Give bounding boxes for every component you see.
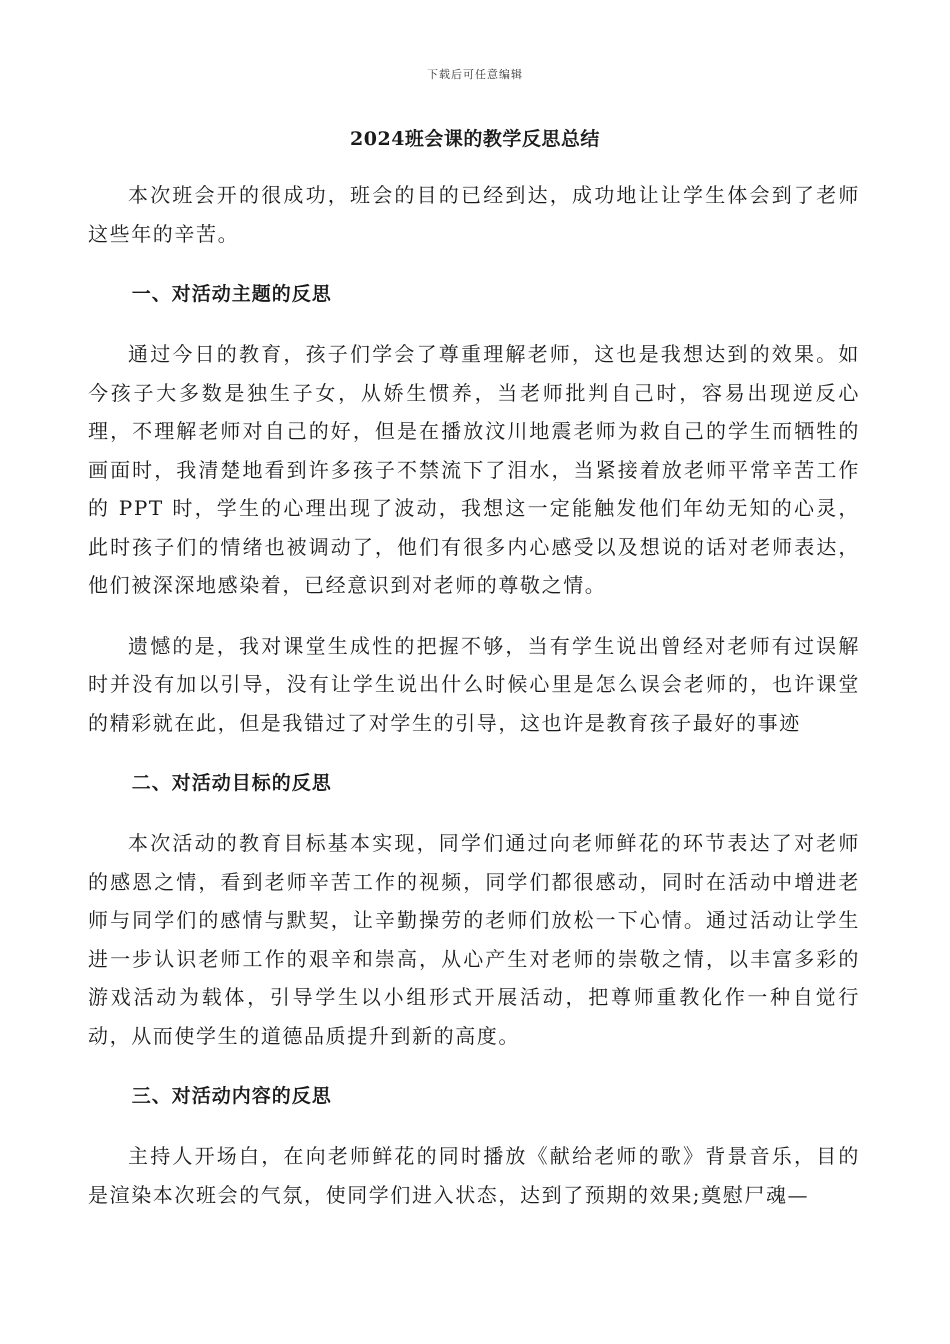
document-title: 2024班会课的教学反思总结 [350, 128, 600, 150]
section-2-heading: 二、对活动目标的反思 [131, 772, 332, 794]
section-2-paragraph-1: 本次活动的教育目标基本实现，同学们通过向老师鲜花的环节表达了对老师的感恩之情，看到老师辛苦工作的视频，同学们都很感动，同时在活动中增进老师与同学们的感情与默契，让辛勤操劳的老师们放松一下心情。通过活动让学生进一步认识老师工作的艰辛和崇高，从心产生对老师的崇敬之情，以丰富多彩的游戏活动为载体，引导学生以小组形式开展活动，把尊师重教化作一种自觉行动，从而使学生的道德品质提升到新的高度。 [88, 831, 860, 1048]
intro-paragraph: 本次班会开的很成功，班会的目的已经到达，成功地让让学生体会到了老师这些年的辛苦。 [88, 183, 860, 246]
section-1-paragraph-1: 通过今日的教育，孩子们学会了尊重理解老师，这也是我想达到的效果。如今孩子大多数是独生子女，从娇生惯养，当老师批判自己时，容易出现逆反心理，不理解老师对自己的好，但是在播放汶川地震老师为救自己的学生而牺牲的画面时，我清楚地看到许多孩子不禁流下了泪水，当紧接着放老师平常辛苦工作的 PPT 时，学生的心理出现了波动，我想这一定能触发他们年幼无知的心灵，此时孩子们的情绪也被调动了，他们有很多内心感受以及想说的话对老师表达，他们被深深地感染着，已经意识到对老师的尊敬之情。 [88, 342, 860, 597]
section-1-paragraph-2: 遗憾的是，我对课堂生成性的把握不够，当有学生说出曾经对老师有过误解时并没有加以引导，没有让学生说出什么时候心里是怎么误会老师的，也许课堂的精彩就在此，但是我错过了对学生的引导，这也许是教育孩子最好的事迹 [88, 633, 860, 735]
section-1-heading: 一、对活动主题的反思 [131, 283, 332, 305]
header-note: 下载后可任意编辑 [427, 68, 523, 81]
document-body [88, 176, 860, 1236]
section-3-heading: 三、对活动内容的反思 [131, 1085, 332, 1107]
section-3-paragraph-1: 主持人开场白，在向老师鲜花的同时播放《献给老师的歌》背景音乐，目的是渲染本次班会的气氛，使同学们进入状态，达到了预期的效果;奠慰尸魂— [88, 1144, 860, 1207]
